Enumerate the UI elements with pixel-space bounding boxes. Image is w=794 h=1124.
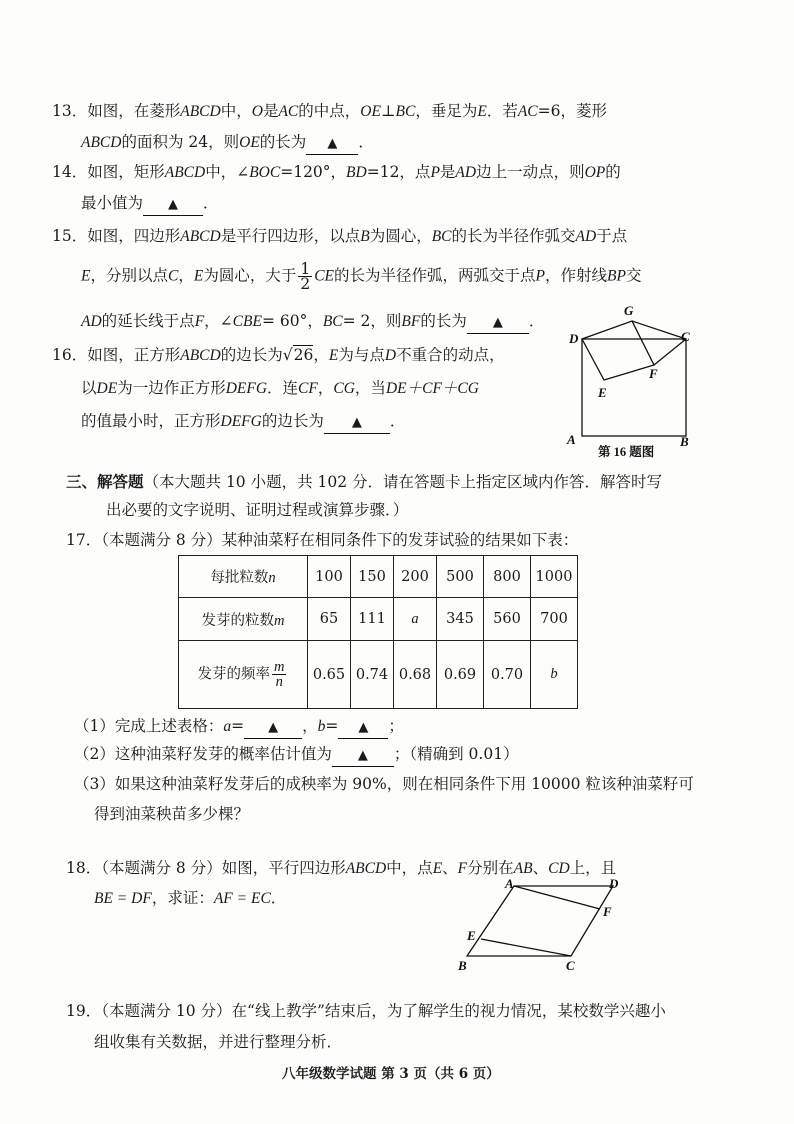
label-c: C: [566, 958, 575, 973]
q17-part-2: （2）这种油菜籽发芽的概率估计值为 ▲ ；（精确到 0.01）: [74, 744, 519, 767]
q17-intro: 17．（本题满分 8 分）某种油菜籽在相同条件下的发芽试验的结果如下表：: [66, 531, 579, 549]
table-cell: b: [531, 641, 578, 709]
answer-blank: ▲: [332, 746, 394, 767]
q14-line-1: 14．如图，矩形ABCD中，∠BOC=120°，BD=12，点P是AD边上一动点，则OP的: [52, 163, 621, 181]
answer-blank: ▲: [244, 718, 302, 739]
section-3-line-2: 出必要的文字说明、证明过程或演算步骤．）: [106, 501, 409, 519]
q13-line-1: 13．如图，在菱形ABCD中，O是AC的中点，OE⊥BC，垂足为E．若AC=6，菱形: [52, 102, 608, 120]
q16-line-3: 的值最小时，正方形DEFG的边长为 ▲ ．: [81, 411, 405, 434]
q16-figure: [560, 300, 700, 460]
table-row-m: [179, 598, 578, 641]
q16-line-1: 16．如图，正方形ABCD的边长为√26，E为与点D不重合的动点，: [52, 346, 505, 364]
q15-line-2: E，分别以点C，E为圆心，大于 $\frac{1}{2}$ CE的长为半径作弧，两弧交于点P，作射线BP交: [81, 260, 642, 293]
label-d: D: [609, 876, 619, 891]
q16-line-2: 以DE为一边作正方形DEFG．连CF，CG，当DE＋CF＋CG: [81, 379, 479, 397]
label-d: D: [569, 331, 579, 346]
q18-line-1: 18．（本题满分 8 分）如图，平行四边形ABCD中，点E、F分别在AB、CD上，且: [66, 859, 617, 877]
label-e: E: [598, 385, 607, 400]
section-3-line-1: 三、解答题（本大题共 10 小题，共 102 分．请在答题卡上指定区域内作答．解答时写: [66, 472, 663, 491]
table-cell: 1000: [531, 556, 578, 598]
label-b: B: [458, 958, 467, 973]
segment-af: [514, 886, 600, 909]
fraction-m-over-n: $\frac{m}{n}$: [274, 659, 285, 690]
table-cell: 700: [531, 598, 578, 641]
q17-part-1: （1）完成上述表格：a= ▲ ，b= ▲ ；: [74, 716, 404, 739]
q14-line-2: 最小值为 ▲ ．: [81, 193, 219, 216]
parallelogram-abcd: [467, 886, 613, 956]
label-e: E: [467, 928, 476, 943]
q13-line-2: ABCD的面积为 24，则OE的长为 ▲ ．: [81, 132, 374, 155]
q15-line-3: AD的延长线于点F，∠CBE= 60°，BC= 2，则BF的长为 ▲ ．: [81, 311, 544, 334]
row-header: 每批粒数n: [179, 556, 308, 598]
sqrt-symbol: √: [282, 346, 293, 364]
table-cell: 0.69: [437, 641, 484, 709]
segment-ec: [481, 939, 571, 956]
section-title: 三、解答题: [66, 472, 144, 491]
row-header: 发芽的频率 $\frac{m}{n}$: [179, 641, 308, 709]
square-defg: [582, 321, 654, 380]
table-cell: 0.74: [351, 641, 394, 709]
table-row-n: [179, 556, 578, 598]
row-header: 发芽的粒数m: [179, 598, 308, 641]
answer-blank: ▲: [324, 413, 390, 434]
q19-line-2: 组收集有关数据，并进行整理分析．: [94, 1033, 343, 1051]
table-cell: 345: [437, 598, 484, 641]
label-g: G: [624, 303, 634, 318]
table-cell: 100: [308, 556, 351, 598]
table-cell: 560: [484, 598, 531, 641]
q17-part-3-line-1: （3）如果这种油菜籽发芽后的成秧率为 90%，则在相同条件下用 10000 粒该种油菜籽可: [74, 775, 694, 793]
q17-part-3-line-2: 得到油菜秧苗多少棵？: [94, 805, 250, 823]
answer-blank: ▲: [338, 718, 388, 739]
label-a: A: [505, 876, 514, 891]
q15-line-1: 15．如图，四边形ABCD是平行四边形，以点B为圆心，BC的长为半径作弧交AD于点: [52, 227, 628, 245]
answer-blank: ▲: [306, 134, 358, 155]
table-cell: 0.65: [308, 641, 351, 709]
germination-table: [178, 555, 578, 709]
figure-caption: 第 16 题图: [598, 445, 655, 459]
fraction-one-half: $\frac{1}{2}$: [300, 260, 311, 293]
answer-blank: ▲: [143, 195, 203, 216]
table-cell: 800: [484, 556, 531, 598]
table-row-frequency: [179, 641, 578, 709]
table-cell: 111: [351, 598, 394, 641]
table-cell: 0.70: [484, 641, 531, 709]
label-a: A: [567, 432, 576, 447]
table-cell: 65: [308, 598, 351, 641]
label-b: B: [680, 434, 689, 449]
label-f: F: [603, 904, 612, 919]
q18-line-2: BE = DF，求证：AF = EC．: [94, 889, 287, 907]
answer-blank: ▲: [467, 313, 529, 334]
q19-line-1: 19．（本题满分 10 分）在“线上教学”结束后，为了解学生的视力情况，某校数学兴趣小: [66, 1002, 666, 1020]
table-cell: a: [394, 598, 437, 641]
table-cell: 150: [351, 556, 394, 598]
label-f: F: [649, 366, 658, 381]
page-footer: 八年级数学试题 第 3 页（共 6 页）: [282, 1066, 500, 1082]
table-cell: 0.68: [394, 641, 437, 709]
label-c: C: [681, 329, 690, 344]
q18-figure: [455, 874, 635, 974]
table-cell: 200: [394, 556, 437, 598]
table-cell: 500: [437, 556, 484, 598]
